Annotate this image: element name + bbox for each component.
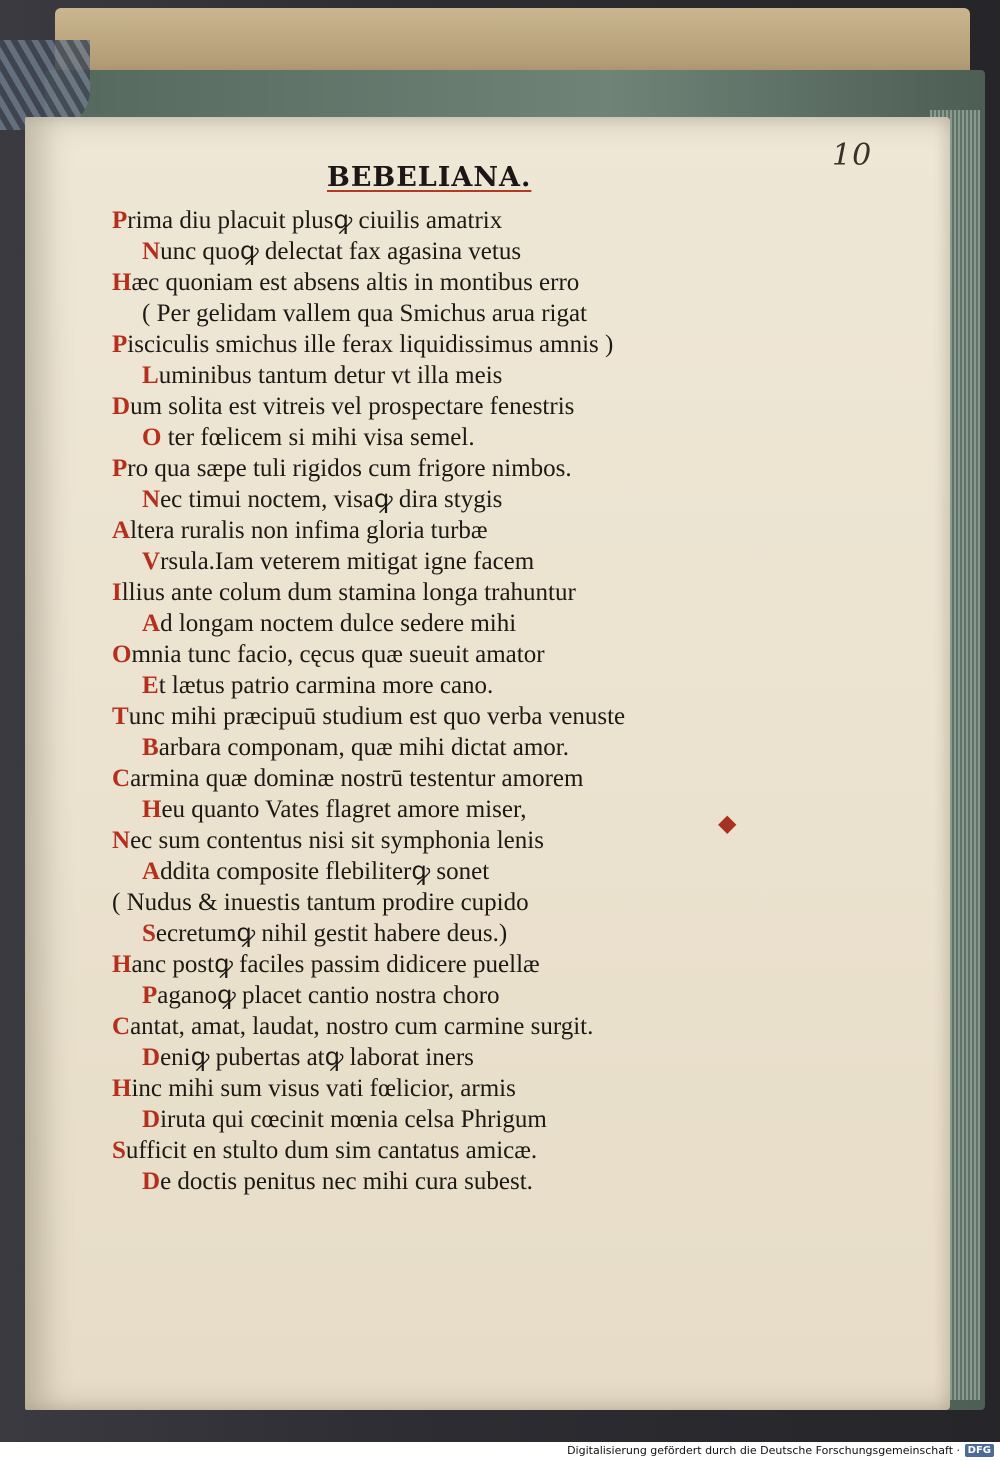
rubricated-initial: N (142, 238, 161, 265)
verse-line (112, 453, 732, 484)
verse-line (112, 949, 732, 980)
verse-line (112, 422, 732, 453)
verse-text-block (112, 205, 732, 1197)
verse-line (112, 360, 732, 391)
rubricated-initial: A (112, 517, 131, 544)
rubricated-initial: O (112, 641, 132, 668)
rubricated-initial: B (142, 734, 159, 761)
footer-credit: Digitalisierung gefördert durch die Deutsche Forschungsgemeinschaft · (567, 1444, 960, 1457)
verse-line (112, 732, 732, 763)
rubricated-initial: P (112, 331, 128, 358)
rubricated-initial: L (142, 362, 159, 389)
rubricated-initial: S (142, 920, 156, 947)
verse-line (112, 608, 732, 639)
verse-line (112, 205, 732, 236)
verse-text: e doctis penitus nec mihi cura subest. (160, 1168, 533, 1195)
verse-text: ( Nudus & inuestis tantum prodire cupido (112, 889, 529, 916)
rubricated-initial: D (142, 1168, 161, 1195)
verse-line (112, 546, 732, 577)
verse-line (112, 329, 732, 360)
verse-text: llius ante colum dum stamina longa trahuntur (121, 579, 576, 606)
verse-text: uminibus tantum detur vt illa meis (158, 362, 503, 389)
verse-text: ltera ruralis non infima gloria turbæ (130, 517, 488, 544)
verse-line (112, 1011, 732, 1042)
verse-line (112, 577, 732, 608)
verse-line (112, 484, 732, 515)
verse-text: ecretumꝙ nihil gestit habere deus.) (155, 920, 508, 947)
rubricated-initial: I (112, 579, 122, 606)
verse-text: ufficit en stulto dum sim cantatus amicæ. (125, 1137, 538, 1164)
dfg-logo: DFG (965, 1444, 994, 1457)
verse-line (112, 515, 732, 546)
verse-text: anc postꝙ faciles passim didicere puellæ (131, 951, 540, 978)
rubricated-initial: E (142, 672, 159, 699)
rubricated-initial: V (142, 548, 161, 575)
rubricated-initial: N (112, 827, 131, 854)
verse-text: æc quoniam est absens altis in montibus erro (131, 269, 580, 296)
verse-line (112, 887, 732, 918)
verse-line (112, 1135, 732, 1166)
rubricated-initial: N (142, 486, 161, 513)
verse-text: d longam noctem dulce sedere mihi (160, 610, 517, 637)
folio-number: 10 (832, 138, 873, 173)
rubricated-initial: A (142, 858, 161, 885)
verse-text: ro qua sæpe tuli rigidos cum frigore nimbos. (127, 455, 572, 482)
verse-line (112, 918, 732, 949)
verse-text: ter fœlicem si mihi visa semel. (161, 424, 475, 451)
verse-text: mnia tunc facio, cęcus quæ sueuit amator (131, 641, 545, 668)
verse-line (112, 825, 732, 856)
red-marginal-mark: ◆ (718, 808, 737, 837)
verse-text: ( Per gelidam vallem qua Smichus arua rigat (142, 300, 588, 327)
verse-line (112, 639, 732, 670)
rubricated-initial: D (142, 1106, 161, 1133)
verse-text: eniꝙ pubertas atꝙ laborat iners (160, 1044, 474, 1071)
verse-text: unc quoꝙ delectat fax agasina vetus (160, 238, 522, 265)
verse-text: ec timui noctem, visaꝙ dira stygis (160, 486, 503, 513)
verse-text: arbara componam, quæ mihi dictat amor. (158, 734, 569, 761)
rubricated-initial: H (112, 269, 132, 296)
verse-line (112, 670, 732, 701)
rubricated-initial: C (112, 765, 131, 792)
verse-text: isciculis smichus ille ferax liquidissimus amnis ) (127, 331, 614, 358)
rubricated-initial: T (112, 703, 129, 730)
verse-line (112, 763, 732, 794)
verse-text: armina quæ dominæ nostrū testentur amorem (130, 765, 584, 792)
verse-line (112, 267, 732, 298)
rubricated-initial: P (112, 455, 128, 482)
rubricated-initial: C (112, 1013, 131, 1040)
verse-text: t lætus patrio carmina more cano. (158, 672, 494, 699)
rubricated-initial: P (112, 207, 128, 234)
verse-line (112, 701, 732, 732)
rubricated-initial: D (142, 1044, 161, 1071)
verse-line (112, 1073, 732, 1104)
verse-text: inc mihi sum visus vati fœlicior, armis (131, 1075, 516, 1102)
verse-text: ec sum contentus nisi sit symphonia lenis (130, 827, 544, 854)
verse-text: rima diu placuit plusꝙ ciuilis amatrix (127, 207, 503, 234)
verse-line (112, 236, 732, 267)
verse-line (112, 391, 732, 422)
verse-text: aganoꝙ placet cantio nostra choro (157, 982, 500, 1009)
verse-text: um solita est vitreis vel prospectare fenestris (130, 393, 575, 420)
rubricated-initial: O (142, 424, 162, 451)
verse-line (112, 298, 732, 329)
verse-text: eu quanto Vates flagret amore miser, (161, 796, 527, 823)
rubricated-initial: P (142, 982, 158, 1009)
verse-line (112, 1042, 732, 1073)
verse-line (112, 794, 732, 825)
verse-text: ddita composite flebiliterꝙ sonet (160, 858, 490, 885)
rubricated-initial: A (142, 610, 161, 637)
verse-line (112, 1104, 732, 1135)
verse-line (112, 856, 732, 887)
rubricated-initial: H (112, 1075, 132, 1102)
verse-text: antat, amat, laudat, nostro cum carmine surgit. (130, 1013, 594, 1040)
verse-text: unc mihi præcipuū studium est quo verba venuste (128, 703, 626, 730)
rubricated-initial: H (112, 951, 132, 978)
verse-text: rsula.Iam veterem mitigat igne facem (160, 548, 535, 575)
rubricated-initial: H (142, 796, 162, 823)
page-title: BEBELIANA. (327, 162, 532, 193)
verse-line (112, 980, 732, 1011)
rubricated-initial: D (112, 393, 131, 420)
verse-text: iruta qui cœcinit mœnia celsa Phrigum (160, 1106, 547, 1133)
rubricated-initial: S (112, 1137, 126, 1164)
footer-bar (0, 1442, 1000, 1461)
verse-line (112, 1166, 732, 1197)
